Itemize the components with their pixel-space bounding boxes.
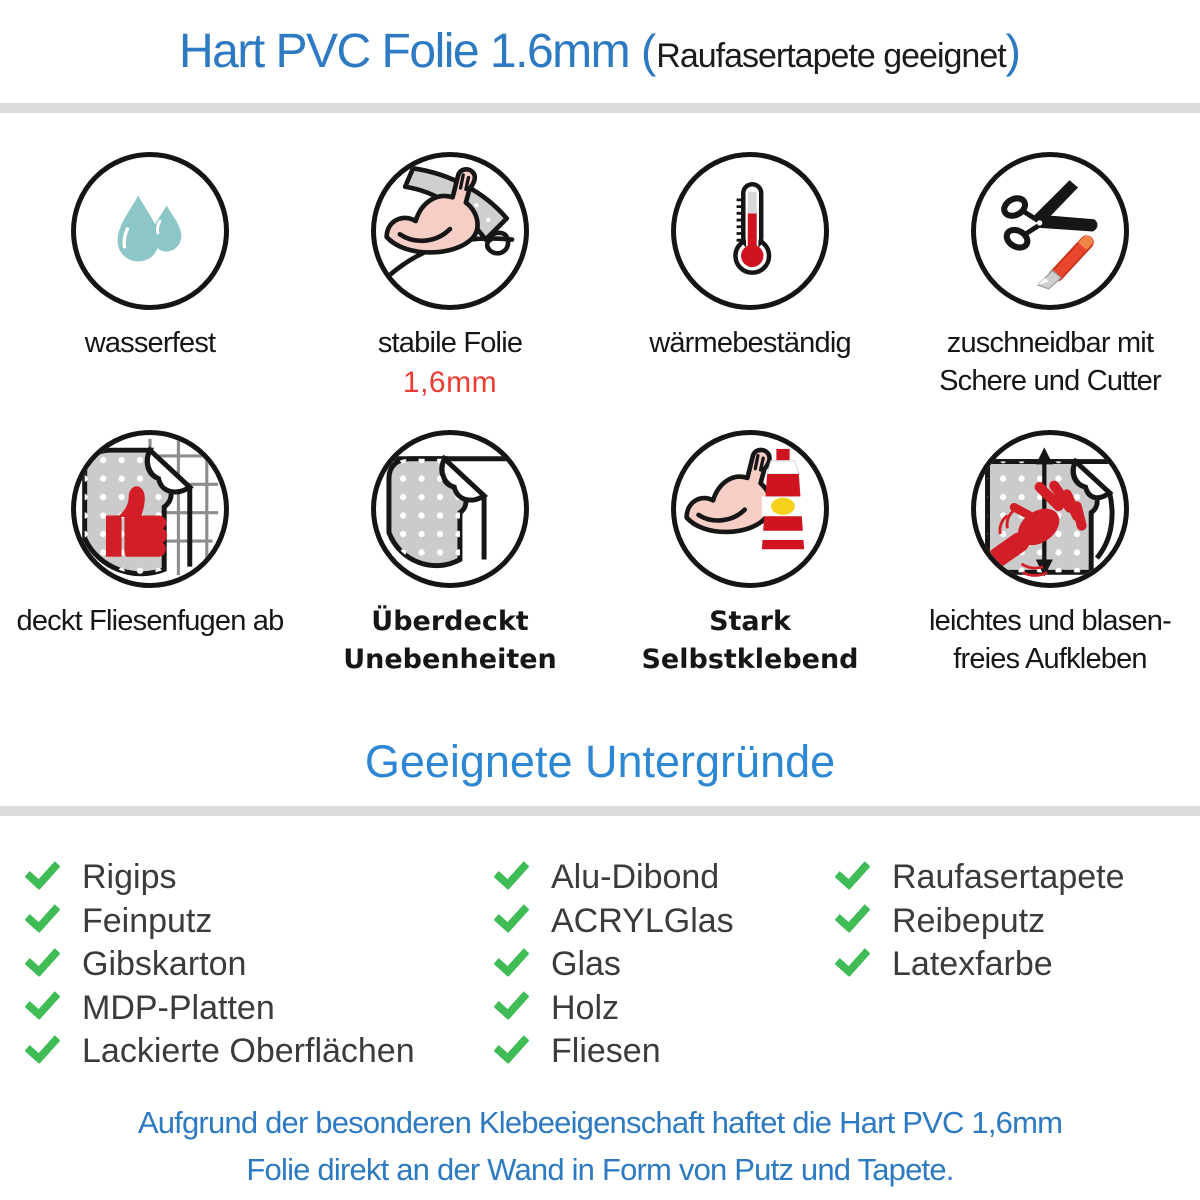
muscle-arm-foil-roll-icon	[384, 163, 516, 300]
feature-wasserfest	[71, 152, 229, 430]
page-title	[0, 24, 1200, 79]
feature-label: Stark Selbstklebend	[641, 606, 859, 675]
list-item: Fliesen	[497, 1030, 734, 1074]
checkmark-icon	[493, 983, 529, 1020]
feature-grid	[0, 152, 1200, 679]
foil-folded-corner-icon	[379, 436, 521, 583]
checkmark-icon	[493, 896, 529, 933]
feature-label: stabile Folie	[377, 327, 523, 359]
checkmark-icon	[24, 983, 60, 1020]
title-paren-close: )	[1005, 25, 1021, 77]
feature-circle	[71, 430, 229, 588]
list-item: Alu-Dibond	[497, 856, 734, 900]
feature-circle	[971, 152, 1129, 310]
feature-aufkleben	[929, 430, 1171, 679]
checkmark-icon	[834, 940, 870, 977]
list-item: Holz	[497, 987, 734, 1031]
feature-zuschneidbar	[939, 152, 1161, 430]
feature-circle	[371, 152, 529, 310]
checkmark-icon	[493, 1027, 529, 1064]
surfaces-column-3	[838, 856, 1125, 987]
hand-smoothing-foil-icon	[979, 436, 1121, 583]
checkmark-icon	[834, 896, 870, 933]
surfaces-column-1	[28, 856, 415, 1074]
checkmark-icon	[24, 1027, 60, 1064]
feature-sublabel-thickness: 1,6mm	[402, 365, 498, 399]
list-item: Glas	[497, 943, 734, 987]
feature-label: deckt Fliesenfugen ab	[16, 605, 284, 637]
list-item: ACRYLGlas	[497, 900, 734, 944]
checkmark-icon	[834, 853, 870, 890]
title-paren-open: (	[640, 25, 657, 77]
footnote-line-2: Folie direkt an der Wand in Form von Putz und Tapete.	[246, 1151, 954, 1187]
checkmark-icon	[24, 896, 60, 933]
page-title-main: Hart PVC Folie 1.6mm	[179, 25, 641, 78]
water-drops-icon	[101, 180, 199, 283]
feature-fliesenfugen	[17, 430, 284, 679]
feature-circle	[971, 430, 1129, 588]
feature-circle	[371, 430, 529, 588]
checkmark-icon	[24, 853, 60, 890]
surfaces-column-2	[497, 856, 734, 1074]
feature-stabile-folie	[371, 152, 529, 430]
footnote-line-1: Aufgrund der besonderen Klebeeigenschaft haftet die Hart PVC 1,6mm	[137, 1105, 1063, 1140]
feature-label: leichtes und blasen- freies Aufkleben	[929, 605, 1171, 675]
list-item: Feinputz	[28, 900, 415, 944]
feature-label: zuschneidbar mit Schere und Cutter	[939, 327, 1161, 397]
thumbs-up-tile-joints-icon	[79, 436, 221, 583]
checkmark-icon	[24, 940, 60, 977]
feature-circle	[671, 152, 829, 310]
list-item: Latexfarbe	[838, 943, 1125, 987]
divider-bar-top	[0, 103, 1200, 113]
list-item: Lackierte Oberflächen	[28, 1030, 415, 1074]
list-item: Gibskarton	[28, 943, 415, 987]
checkmark-icon	[493, 853, 529, 890]
feature-label: wärmebeständig	[649, 327, 851, 359]
feature-label: Überdeckt Unebenheiten	[343, 606, 557, 675]
feature-selbstklebend	[641, 430, 858, 679]
list-item: MDP-Platten	[28, 987, 415, 1031]
scissors-and-cutter-icon	[989, 168, 1111, 295]
muscle-arm-glue-tube-icon	[684, 441, 816, 578]
feature-unebenheiten	[343, 430, 557, 679]
list-item: Reibeputz	[838, 900, 1125, 944]
feature-label: wasserfest	[84, 327, 216, 359]
feature-circle	[671, 430, 829, 588]
surfaces-heading: Geeignete Untergründe	[364, 736, 836, 787]
list-item: Rigips	[28, 856, 415, 900]
feature-circle	[71, 152, 229, 310]
footnote	[0, 1100, 1200, 1193]
thermometer-icon	[694, 173, 806, 290]
checkmark-icon	[493, 940, 529, 977]
list-item: Raufasertapete	[838, 856, 1125, 900]
divider-bar-bottom	[0, 806, 1200, 816]
feature-waermebestaendig	[649, 152, 851, 430]
page-title-note: Raufasertapete geeignet	[656, 37, 1006, 75]
